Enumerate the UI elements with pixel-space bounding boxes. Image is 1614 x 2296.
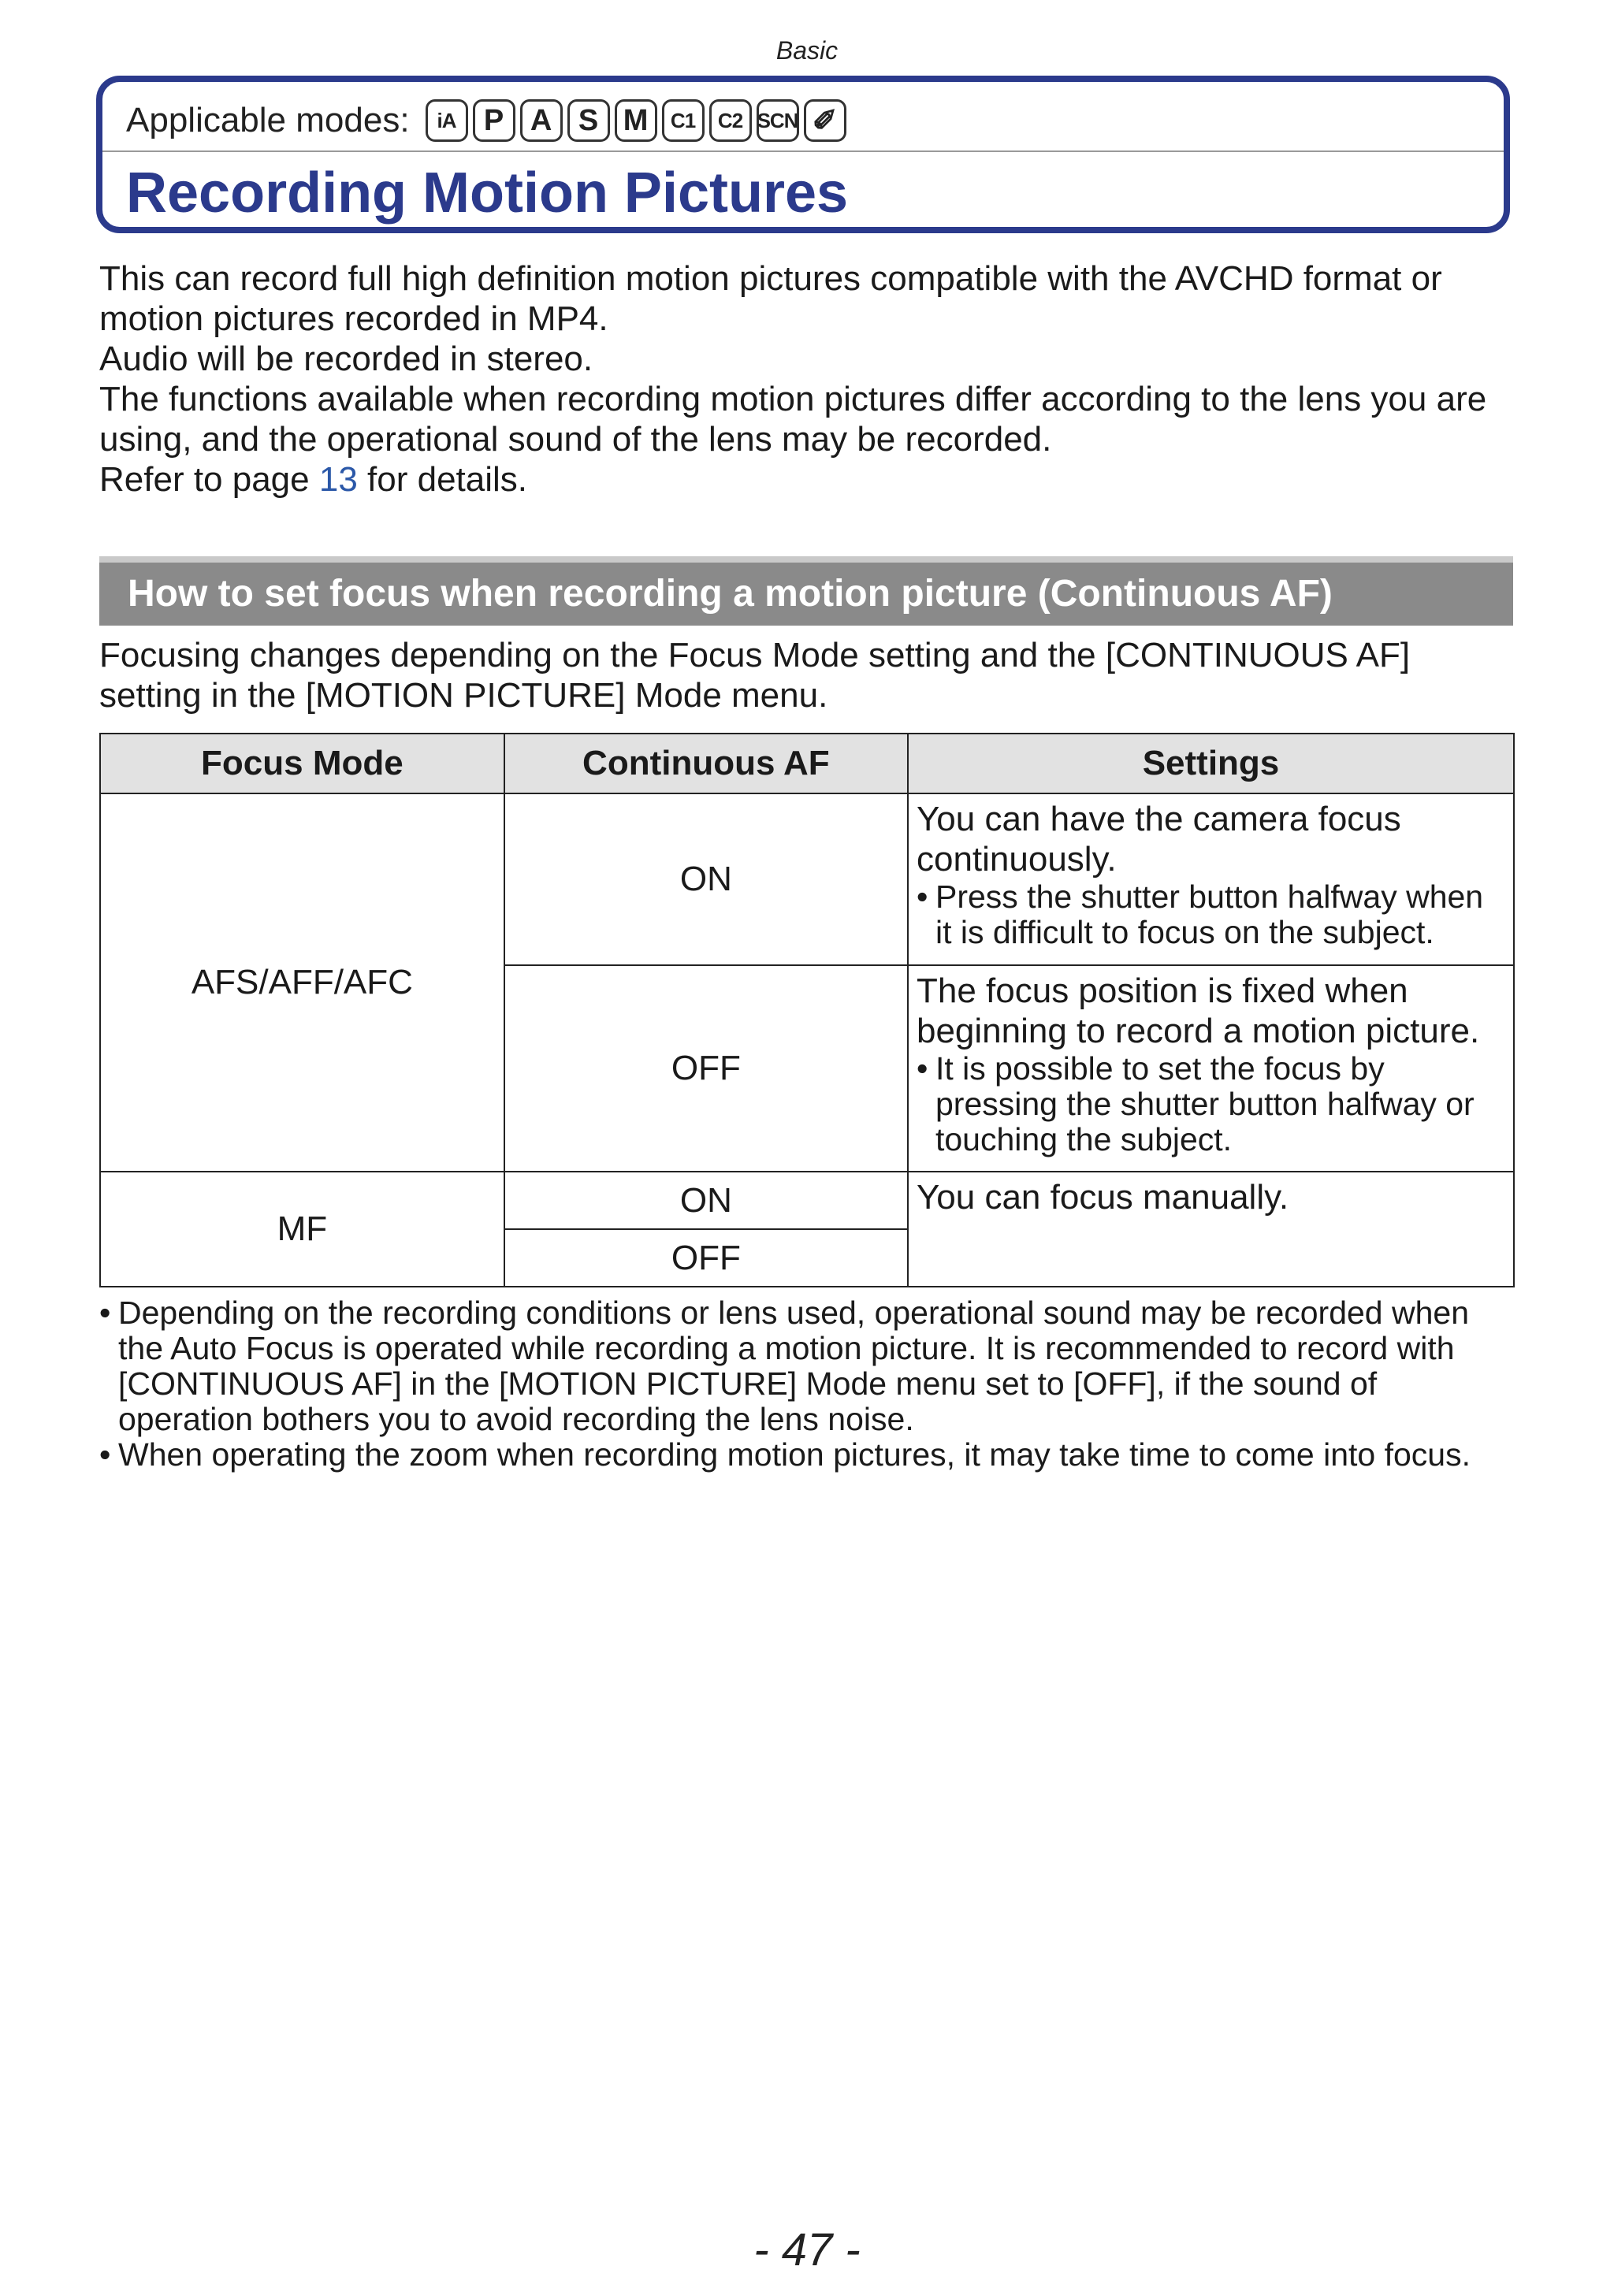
creative-control-icon: ✐ <box>804 99 846 142</box>
section-heading: How to set focus when recording a motion picture (Continuous AF) <box>99 563 1513 626</box>
bullet-icon: • <box>916 1050 928 1087</box>
focus-mode-cell: AFS/AFF/AFC <box>100 793 504 1172</box>
table-row <box>100 1172 1514 1229</box>
continuous-af-cell: OFF <box>504 965 908 1172</box>
list-item <box>99 1437 1518 1473</box>
scene-mode-icon: SCN <box>757 99 799 142</box>
intelligent-auto-icon: iA <box>426 99 468 142</box>
page-number: - 47 - <box>753 2224 861 2276</box>
page-title: Recording Motion Pictures <box>126 162 849 225</box>
section-label: Basic <box>775 36 839 65</box>
intro-paragraph <box>99 459 1518 500</box>
settings-note <box>917 1051 1505 1157</box>
settings-note <box>917 879 1505 950</box>
custom-1-icon: C1 <box>662 99 705 142</box>
aperture-priority-icon: A <box>520 99 563 142</box>
focus-mode-cell: MF <box>100 1172 504 1287</box>
settings-text: The focus position is fixed when beginning to record a motion picture. <box>916 972 1480 1050</box>
header-settings: Settings <box>908 734 1514 793</box>
notes-list <box>99 1295 1518 1473</box>
settings-text: You can have the camera focus continuously. <box>916 800 1401 879</box>
continuous-af-cell: ON <box>504 1172 908 1229</box>
intro-paragraph: Audio will be recorded in stereo. <box>99 340 593 378</box>
continuous-af-cell: OFF <box>504 1229 908 1287</box>
settings-note-text: Press the shutter button halfway when it is difficult to focus on the subject. <box>935 879 1484 950</box>
shutter-priority-icon: S <box>567 99 610 142</box>
settings-cell <box>908 793 1514 965</box>
title-box <box>96 76 1510 233</box>
subheading-rule <box>99 556 1513 563</box>
continuous-af-cell: ON <box>504 793 908 965</box>
modes-label: Applicable modes: <box>126 101 410 139</box>
intro-text <box>99 258 1518 500</box>
header-focus-mode: Focus Mode <box>100 734 504 793</box>
focus-intro: Focusing changes depending on the Focus Mode setting and the [CONTINUOUS AF] setting in the [MOTION PICTURE] Mode menu. <box>99 636 1411 715</box>
note-text: Depending on the recording conditions or lens used, operational sound may be recorded when the Auto Focus is operated while recording a motion picture. It is recommended to record with [CONTINUOUS AF] in the [MOTION PICTURE] Mode menu set to [OFF], if the sound of operation bothers you to avoid recording the lens noise. <box>118 1295 1470 1437</box>
custom-2-icon: C2 <box>709 99 752 142</box>
list-item <box>99 1295 1518 1437</box>
note-text: When operating the zoom when recording motion pictures, it may take time to come into focus. <box>118 1436 1471 1473</box>
page-link[interactable]: 13 <box>318 460 358 499</box>
focus-table <box>99 733 1515 1287</box>
intro-paragraph: The functions available when recording motion pictures differ according to the lens you are using, and the operational sound of the lens may be recorded. <box>99 380 1487 459</box>
bullet-icon: • <box>99 1436 111 1473</box>
manual-mode-icon: M <box>615 99 657 142</box>
bullet-icon: • <box>99 1295 111 1331</box>
bullet-icon: • <box>916 879 928 915</box>
refer-text: Refer to page <box>99 460 319 499</box>
intro-paragraph: This can record full high definition motion pictures compatible with the AVCHD format or motion pictures recorded in MP4. <box>99 259 1442 338</box>
settings-cell: You can focus manually. <box>908 1172 1514 1287</box>
header-continuous-af: Continuous AF <box>504 734 908 793</box>
program-mode-icon: P <box>473 99 515 142</box>
settings-cell <box>908 965 1514 1172</box>
settings-note-text: It is possible to set the focus by pressing the shutter button halfway or touching the subject. <box>935 1050 1475 1157</box>
table-header-row <box>100 734 1514 793</box>
title-divider <box>102 150 1504 152</box>
applicable-modes <box>126 96 846 145</box>
table-row <box>100 793 1514 965</box>
refer-text-end: for details. <box>357 460 528 499</box>
